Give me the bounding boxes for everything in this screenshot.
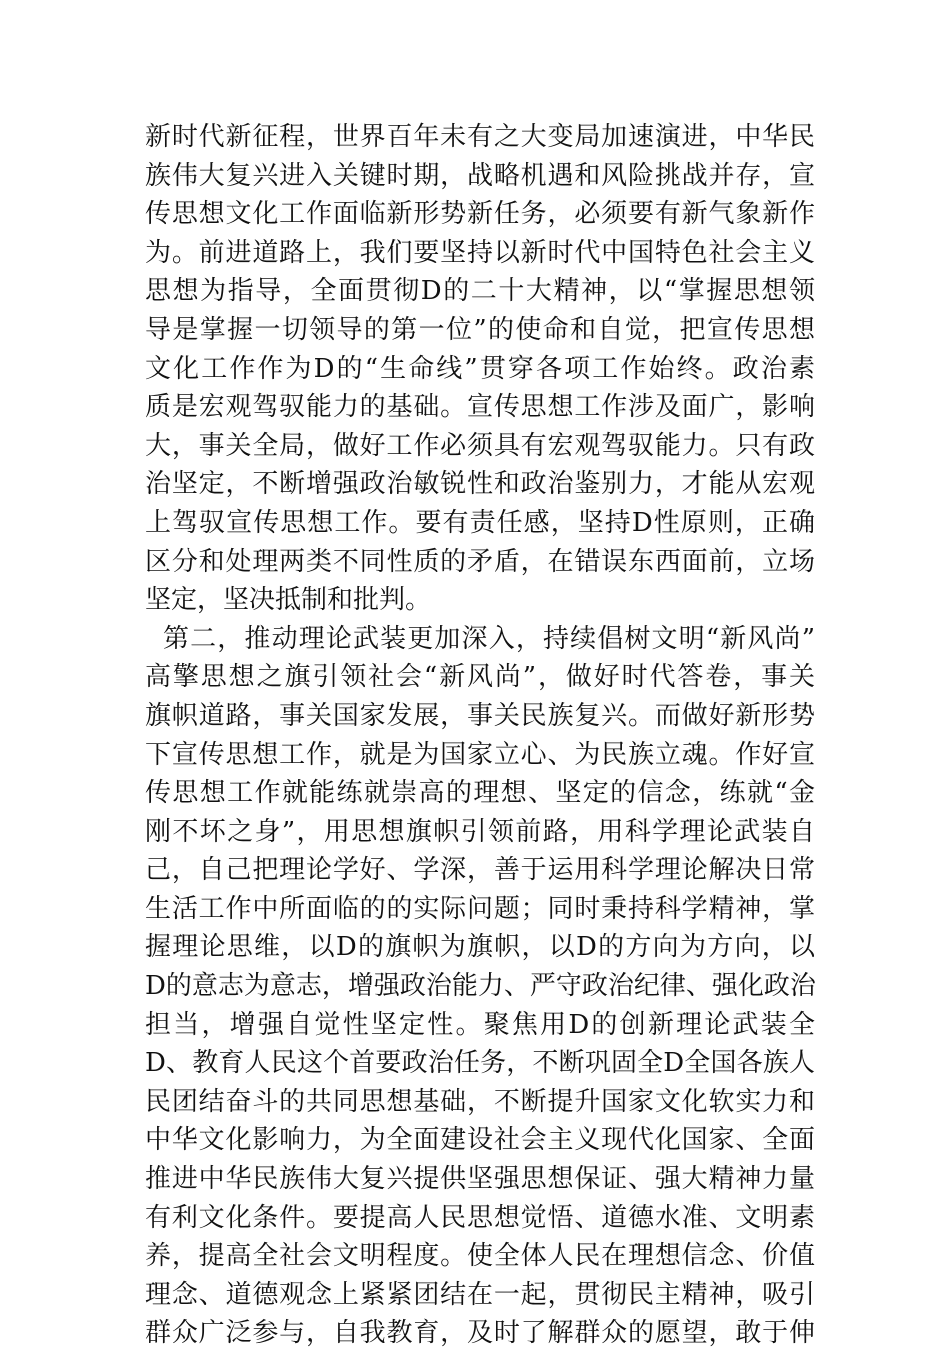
text-line: 生活工作中所面临的的实际问题；同时秉持科学精神，掌: [145, 893, 815, 924]
text-line: 下宣传思想工作，就是为国家立心、为民族立魂。作好宣: [145, 739, 815, 770]
text-line: 担当，增强自觉性坚定性。聚焦用D的创新理论武装全: [145, 1009, 815, 1040]
text-line: D、教育人民这个首要政治任务，不断巩固全D全国各族人: [145, 1048, 815, 1079]
text-line: 民团结奋斗的共同思想基础，不断提升国家文化软实力和: [145, 1086, 815, 1117]
text-line: 传思想文化工作面临新形势新任务，必须要有新气象新作: [145, 199, 815, 230]
text-line: 坚定，坚决抵制和批判。: [145, 585, 432, 616]
text-line: 理念、道德观念上紧紧团结在一起，贯彻民主精神，吸引: [145, 1279, 815, 1310]
text-line: D的意志为意志，增强政治能力、严守政治纪律、强化政治: [145, 971, 816, 1002]
text-line: 高擎思想之旗引领社会“新风尚”，做好时代答卷，事关: [145, 662, 815, 693]
text-line: 养，提高全社会文明程度。使全体人民在理想信念、价值: [145, 1241, 815, 1272]
text-line: 推进中华民族伟大复兴提供坚强思想保证、强大精神力量: [145, 1164, 815, 1195]
text-line: 区分和处理两类不同性质的矛盾，在错误东西面前，立场: [145, 546, 815, 577]
text-line: 中华文化影响力，为全面建设社会主义现代化国家、全面: [145, 1125, 815, 1156]
text-line: 文化工作作为D的“生命线”贯穿各项工作始终。政治素: [145, 353, 815, 384]
text-line: 为。前进道路上，我们要坚持以新时代中国特色社会主义: [145, 237, 815, 268]
body-text: [145, 118, 815, 1353]
text-line: 导是掌握一切领导的第一位”的使命和自觉，把宣传思想: [145, 314, 815, 345]
text-line: 上驾驭宣传思想工作。要有责任感，坚持D性原则，正确: [145, 507, 815, 538]
text-line: 大，事关全局，做好工作必须具有宏观驾驭能力。只有政: [145, 430, 815, 461]
text-line: 刚不坏之身”，用思想旗帜引领前路，用科学理论武装自: [145, 816, 815, 847]
section-heading-line: 第二，推动理论武装更加深入，持续倡树文明“新风尚”: [163, 623, 815, 654]
text-line: 新时代新征程，世界百年未有之大变局加速演进，中华民: [145, 122, 815, 152]
text-line: 己，自己把理论学好、学深，善于运用科学理论解决日常: [145, 855, 815, 886]
text-line: 握理论思维，以D的旗帜为旗帜，以D的方向为方向，以: [145, 932, 815, 963]
text-line: 族伟大复兴进入关键时期，战略机遇和风险挑战并存，宣: [145, 160, 815, 191]
text-line: 有利文化条件。要提高人民思想觉悟、道德水准、文明素: [145, 1202, 815, 1233]
text-line: 群众广泛参与，自我教育，及时了解群众的愿望，敢于伸: [145, 1318, 815, 1349]
text-line: 传思想工作就能练就崇高的理想、坚定的信念，练就“金: [145, 778, 815, 809]
text-line: 质是宏观驾驭能力的基础。宣传思想工作涉及面广，影响: [145, 392, 815, 423]
text-line: 思想为指导，全面贯彻D的二十大精神，以“掌握思想领: [145, 276, 815, 307]
text-line: 治坚定，不断增强政治敏锐性和政治鉴别力，才能从宏观: [145, 469, 815, 500]
text-line: 旗帜道路，事关国家发展，事关民族复兴。而做好新形势: [145, 700, 815, 731]
